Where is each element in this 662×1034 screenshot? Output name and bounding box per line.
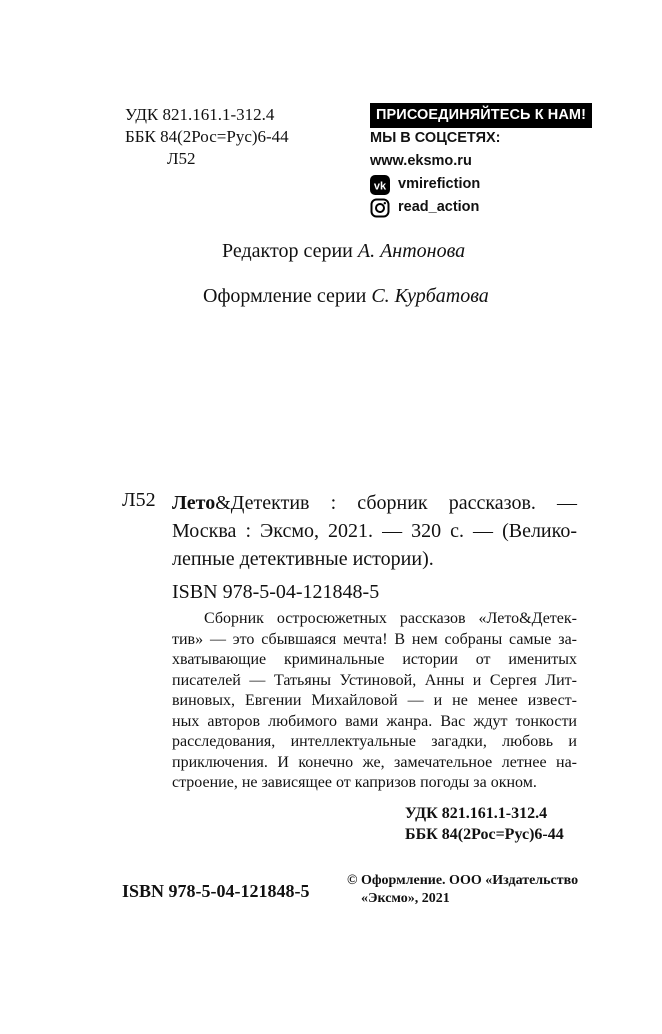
series-editor-label: Редактор серии (222, 240, 353, 262)
series-design-label: Оформление серии (203, 285, 367, 307)
annotation-line: виновых, Евгении Михайловой — и не менее извест- (172, 692, 577, 709)
series-design (203, 285, 489, 308)
isbn-bottom: ISBN 978-5-04-121848-5 (122, 881, 310, 901)
join-us-banner: ПРИСОЕДИНЯЙТЕСЬ К НАМ! (370, 103, 592, 128)
annotation-line: хватывающие криминальные истории от именитых (172, 651, 577, 668)
bib-line-2: Москва : Эксмо, 2021. — 320 с. — (Велико- (172, 520, 577, 542)
copyright (347, 872, 578, 908)
svg-text:vk: vk (373, 180, 387, 192)
vk-handle: vmirefiction (398, 176, 481, 192)
annotation-line: тив» — это сбывшаяся мечта! В нем собраны самые за- (172, 630, 577, 648)
series-editor (222, 240, 465, 263)
classification-block (125, 104, 289, 170)
social-subtitle: МЫ В СОЦСЕТЯХ: (370, 130, 501, 146)
bib-author-mark: Л52 (122, 489, 156, 511)
annotation (172, 609, 577, 794)
udk-code: УДК 821.161.1-312.4 (125, 105, 275, 124)
copyright-line-2: «Эксмо», 2021 (361, 891, 450, 906)
annotation-line: ных авторов любимого вами жанра. Вас ждут тонкости (172, 712, 577, 730)
series-design-name: С. Курбатова (371, 285, 489, 307)
social-block (370, 104, 592, 219)
instagram-handle: read_action (398, 199, 480, 215)
annotation-line: Сборник остросюжетных рассказов «Лето&Детек- (204, 610, 577, 627)
annotation-line: писателей — Татьяны Устиновой, Анны и Сергея Лит- (172, 671, 577, 689)
instagram-row[interactable] (370, 196, 592, 219)
isbn: ISBN 978-5-04-121848-5 (172, 581, 380, 603)
bib-title-rest: &Детектив : сборник рассказов. — (215, 492, 577, 514)
vk-row[interactable] (370, 173, 592, 196)
bibliographic-record (172, 489, 577, 573)
bib-title-bold: Лето (172, 492, 216, 514)
bottom-udk: УДК 821.161.1-312.4 (405, 805, 548, 822)
annotation-line: строение, не зависящее от капризов погоды за окном. (172, 774, 537, 791)
bib-line-1 (172, 489, 577, 517)
website-link[interactable]: www.eksmo.ru (370, 153, 472, 169)
copyright-line-1: © Оформление. ООО «Издательство (347, 873, 579, 888)
author-mark: Л52 (167, 149, 196, 168)
bib-line-3: лепные детективные истории). (172, 548, 434, 570)
bottom-classification (405, 803, 564, 845)
bottom-bbk: ББК 84(2Рос=Рус)6-44 (405, 826, 564, 843)
bbk-code: ББК 84(2Рос=Рус)6-44 (125, 127, 289, 146)
annotation-line: расследования, интеллектуальные загадки, любовь и (172, 733, 577, 750)
vk-icon (370, 175, 390, 195)
annotation-line: приключения. И конечно же, замечательное летнее на- (172, 753, 577, 771)
series-editor-name: А. Антонова (357, 240, 466, 262)
instagram-icon (370, 198, 390, 218)
